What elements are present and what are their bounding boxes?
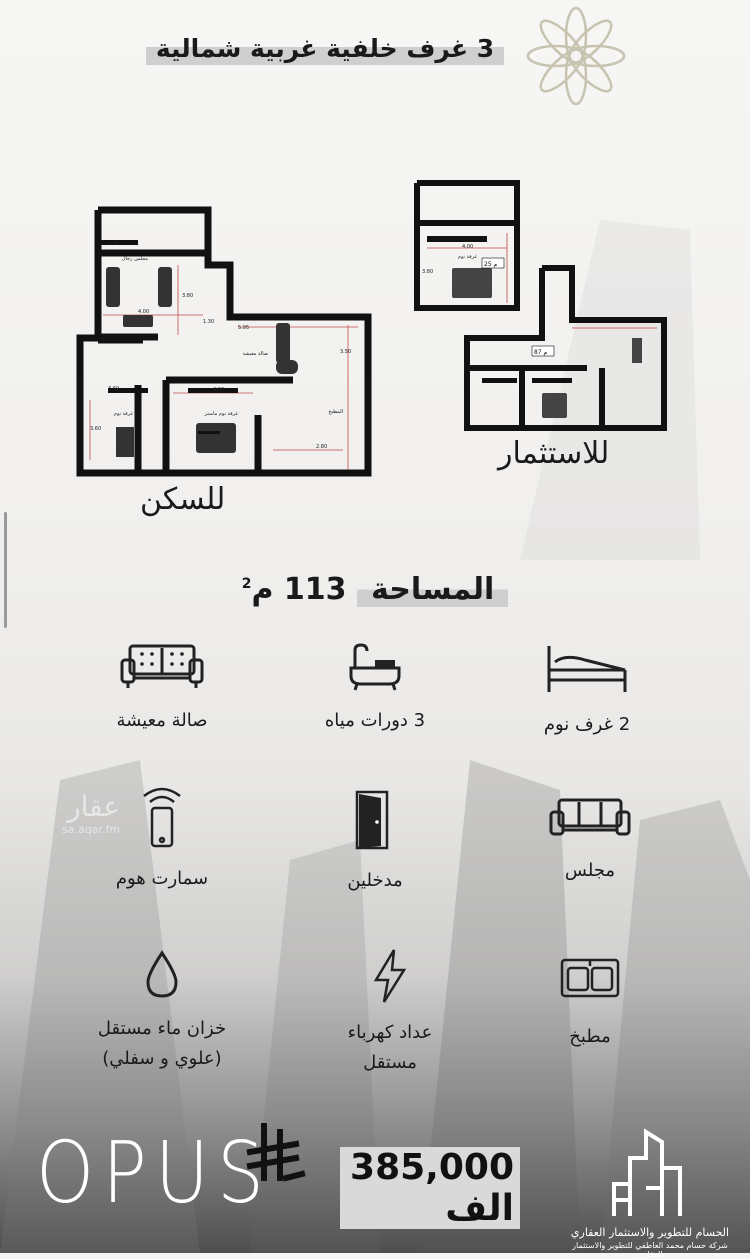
plan-dim: 3.60 xyxy=(108,386,120,392)
plan-room-master: غرفة نوم ماستر xyxy=(204,411,238,417)
plan-dim: 3.80 xyxy=(422,269,434,275)
plan-dim: 4.00 xyxy=(462,244,474,250)
feature-living-room xyxy=(62,642,262,736)
area-label: المساحة xyxy=(357,572,508,607)
company-logo xyxy=(560,1128,740,1259)
feature-entrances xyxy=(275,790,475,896)
plan-dim: 5.95 xyxy=(238,325,250,331)
bed-icon xyxy=(545,642,629,696)
sofa-icon xyxy=(120,642,204,692)
scrollbar-handle[interactable] xyxy=(4,512,7,628)
plan-room-living: صالة معيشة xyxy=(242,351,268,357)
investment-area-badge: 25 م xyxy=(484,261,498,268)
price-suffix: الف xyxy=(445,1188,514,1229)
page-title: 3 غرف خلفية غربية شمالية xyxy=(146,32,504,65)
residential-floor-plan xyxy=(78,205,368,475)
company-building-logo-icon xyxy=(600,1128,700,1218)
watermark-sub: sa.aqar.fm xyxy=(62,823,121,836)
area-unit-sup: 2 xyxy=(241,576,252,592)
watermark xyxy=(62,790,120,836)
investment-floor-plan xyxy=(412,178,674,434)
residential-label: للسكن xyxy=(140,482,226,517)
feature-label: صالة معيشة xyxy=(116,710,208,731)
smart-home-icon xyxy=(142,788,182,850)
flower-logo-icon xyxy=(520,0,632,112)
area-value: 113 xyxy=(283,572,347,607)
feature-label-line2: (علوي و سفلي) xyxy=(102,1048,222,1069)
feature-bedrooms xyxy=(487,642,687,740)
area-unit: م xyxy=(251,572,274,607)
brand-logo-opus: OPUS xyxy=(36,1123,273,1223)
price xyxy=(340,1147,520,1229)
plan-dim: 3.80 xyxy=(182,293,194,299)
plan-dim: 3.50 xyxy=(340,349,352,355)
sink-icon xyxy=(560,958,620,998)
plan-dim: 4.00 xyxy=(213,387,225,393)
feature-kitchen xyxy=(490,958,690,1052)
plan-dim: 1.30 xyxy=(203,319,215,325)
investment-label: للاستثمار xyxy=(498,436,610,471)
watermark-text: عقار xyxy=(67,790,121,823)
investment-area-badge: 87 م xyxy=(534,349,548,356)
plan-dim: 4.00 xyxy=(138,309,150,315)
feature-label: مطبخ xyxy=(569,1026,611,1047)
company-name: الحسام للتطوير والاستثمار العقاري xyxy=(570,1226,730,1239)
feature-majlis xyxy=(490,796,690,886)
water-drop-icon xyxy=(144,950,180,1000)
lightning-icon xyxy=(370,948,410,1004)
plan-dim: 1.60 xyxy=(108,241,120,247)
feature-label: مجلس xyxy=(564,860,616,881)
area-line xyxy=(0,572,750,607)
plan-dim: 2.80 xyxy=(316,444,328,450)
plan-dim: 3.60 xyxy=(90,426,102,432)
plan-room-bedroom: غرفة نوم xyxy=(457,254,477,260)
feature-bathrooms xyxy=(275,642,475,736)
header xyxy=(130,32,520,65)
plan-room-majlis: مجلس رجال xyxy=(121,256,148,262)
feature-label: عداد كهرباء xyxy=(347,1022,433,1043)
feature-label-line2: مستقل xyxy=(363,1052,417,1073)
riyal-symbol-icon xyxy=(246,1122,306,1184)
feature-water-tank xyxy=(62,950,262,1074)
feature-label: سمارت هوم xyxy=(115,868,209,889)
couch-icon xyxy=(549,796,631,842)
plan-room-bedroom: غرفة نوم xyxy=(113,411,133,417)
feature-electric-meter xyxy=(290,948,490,1078)
plan-room-kitchen: المطبخ xyxy=(328,409,343,415)
feature-label: خزان ماء مستقل xyxy=(97,1018,227,1039)
feature-label: 3 دورات مياه xyxy=(324,710,426,731)
door-icon xyxy=(355,790,395,852)
feature-label: 2 غرف نوم xyxy=(543,714,631,735)
price-block xyxy=(240,1120,520,1229)
bathtub-icon xyxy=(345,642,405,692)
price-amount: 385,000 xyxy=(350,1147,514,1188)
feature-label: مدخلين xyxy=(347,870,403,891)
company-subtitle: شركة حسام محمد العاطفي للتطوير والاستثمار العقاري xyxy=(572,1241,728,1259)
